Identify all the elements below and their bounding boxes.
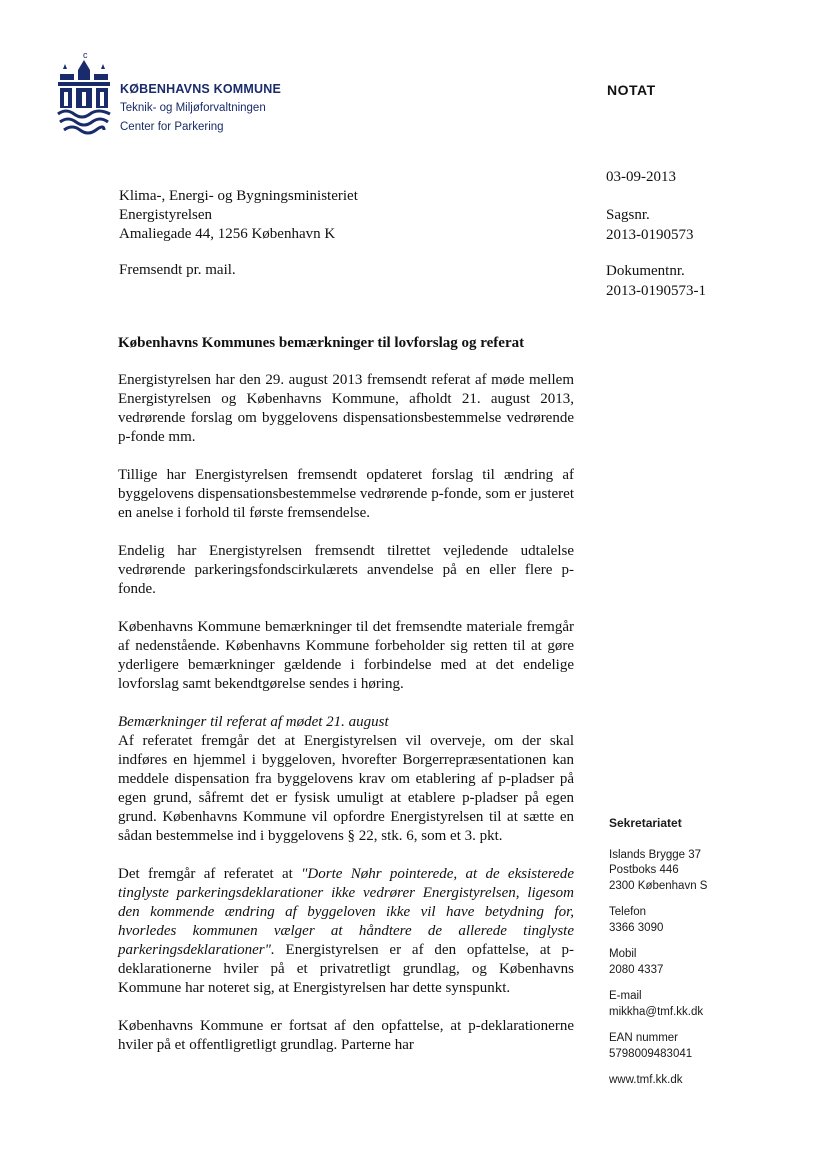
email-label: E-mail [609,990,642,1002]
phone-label: Telefon [609,906,647,918]
document-number-info [606,261,706,301]
svg-text:c: c [83,50,88,60]
document-type: NOTAT [607,82,656,98]
sidebar-ean [609,1031,809,1062]
sidebar-heading: Sekretariatet [609,816,682,830]
sidebar-mobile [609,947,809,978]
document-number-label: Dokumentnr. [606,263,685,279]
ean-value: 5798009483041 [609,1047,693,1060]
document-date: 03-09-2013 [606,169,676,185]
sidebar-phone [609,905,809,936]
paragraph-6-quote: "Dorte Nøhr pointerede, at de eksisterede tinglyste parkeringsdeklarationer ikke vedrører Energistyrelsen, ligesom den kommende ændring af byggeloven ikke vil have betydning for, hvorledes kommunen vælger at håndtere de allerede tinglyste parkeringsdeklarationer". [118,866,574,958]
document-body [118,334,574,1074]
paragraph-5: Af referatet fremgår det at Energistyrelsen vil overveje, om der skal indføres en hjemmel i byggeloven, hvorefter Borgerrepræsentationen kan meddele dispensation fra byggelovens krav om etablering af p-pladser på egen grund, såfremt det er fysisk umuligt at etablere p-pladser på egen grund. Københavns Kommune vil opfordre Energistyrelsen til at sætte en sådan bestemmelse ind i byggelovens § 22, stk. 6, som et 3. pkt. [118,733,574,844]
org-name: KØBENHAVNS KOMMUNE [120,82,282,96]
address-line-1: Islands Brygge 37 [609,848,702,861]
ean-label: EAN nummer [609,1032,679,1044]
paragraph-6-rest: Energistyrelsen er af den opfattelse, at p-deklarationerne hviler på et privatretligt grundlag, og Københavns Kommune har noteret sig, at Energistyrelsen har dette synspunkt. [118,942,574,996]
paragraph-7: Københavns Kommune er fortsat af den opfattelse, at p-deklarationerne hviler på et offentligretligt grundlag. Parterne har [118,1018,574,1053]
paragraph-4: Københavns Kommune bemærkninger til det fremsendte materiale fremgår af nedenstående. Københavns Kommune forbeholder sig retten til at gøre yderligere bemærkninger gældende i forbindelse med at det endelige lovforslag samt bekendtgørelse sendes i høring. [118,619,574,692]
phone-value: 3366 3090 [609,921,664,934]
section-subheading: Bemærkninger til referat af mødet 21. august [118,714,389,730]
mobile-value: 2080 4337 [609,963,664,976]
paragraph-6 [118,865,574,998]
email-value: mikkha@tmf.kk.dk [609,1005,704,1018]
sidebar-email [609,989,809,1020]
document-number: 2013-0190573-1 [606,283,706,299]
department-name: Teknik- og Miljøforvaltningen [120,102,266,114]
document-title: Københavns Kommunes bemærkninger til lovforslag og referat [118,335,525,351]
recipient-line-1: Klima-, Energi- og Bygningsministeriet [119,188,358,204]
case-number: 2013-0190573 [606,227,694,243]
organization-header [120,80,281,137]
sidebar-address [609,848,809,895]
paragraph-3: Endelig har Energistyrelsen fremsendt tilrettet vejledende udtalelse vedrørende parkeringsfondscirkulærets anvendelse på en eller flere p-fonde. [118,543,574,597]
recipient-line-2: Energistyrelsen [119,207,213,223]
paragraph-1: Energistyrelsen har den 29. august 2013 fremsendt referat af møde mellem Energistyrelsen og Københavns Kommune, afholdt 21. august 2013, vedrørende forslag om byggelovens dispensationsbestemmelse vedrørende p-fonde mm. [118,372,574,445]
case-info [606,205,694,245]
municipality-logo [56,50,112,142]
contact-sidebar [609,816,809,1100]
sidebar-website: www.tmf.kk.dk [609,1074,683,1086]
address-line-3: 2300 København S [609,879,708,892]
recipient-address [119,187,358,244]
address-line-2: Postboks 446 [609,864,679,876]
case-label: Sagsnr. [606,207,650,223]
sent-note: Fremsendt pr. mail. [119,262,236,278]
paragraph-6-lead: Det fremgår af referatet at [118,866,302,882]
mobile-label: Mobil [609,948,637,960]
center-name: Center for Parkering [120,121,224,133]
paragraph-2: Tillige har Energistyrelsen fremsendt opdateret forslag til ændring af byggelovens dispensationsbestemmelse vedrørende p-fonde, som er justeret en anelse i forhold til første fremsendelse. [118,467,574,521]
recipient-line-3: Amaliegade 44, 1256 København K [119,226,336,242]
